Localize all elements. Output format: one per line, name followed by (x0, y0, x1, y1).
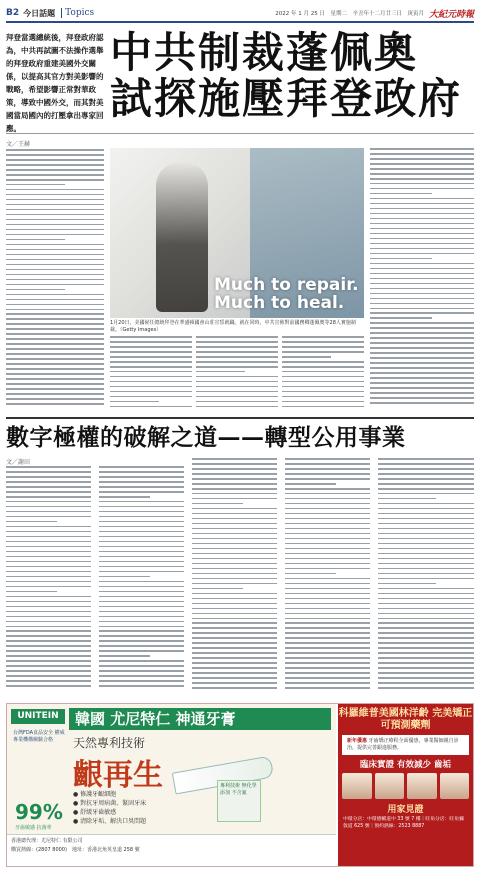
story1-headline-line2: 試探施壓拜登政府 (110, 74, 463, 123)
story1-byline: 文／王赫 (6, 141, 31, 148)
photo-sign-line1: Much to repair. (214, 275, 359, 295)
clinic-ad-band: 臨床實證 有效減少 齒垢 (360, 760, 451, 770)
masthead-logo: 大紀元時報 (428, 9, 474, 20)
page-number: B2 (6, 8, 20, 18)
page-header (6, 5, 474, 23)
list-item: ● 修護牙齦細胞 (73, 791, 117, 798)
photo-sign-line2: Much to heal. (214, 293, 345, 313)
clinic-ad-promo (342, 735, 469, 755)
issue-date: 2022 年 1 月 25 日 星期二 辛丑年十二月廿三日 庚寅月 (275, 11, 424, 17)
section-topics: Topics (65, 8, 95, 18)
story2-headline[interactable]: 數字極權的破解之道——轉型公用事業 (6, 424, 406, 451)
story1-body-column-2 (110, 336, 192, 412)
story2-body-column-3 (192, 458, 277, 696)
efficacy-label: 牙齒敏感 抗菌率 (15, 825, 52, 831)
teeth-photos (342, 773, 469, 799)
teeth-photo (342, 773, 372, 799)
story1-body-column-4 (282, 336, 364, 412)
brand-logo: UNITEIN (11, 709, 65, 724)
clinic-testimonial-heading: 用家見證 (387, 805, 424, 815)
teeth-photo (375, 773, 405, 799)
ad-product-name: 齦再生 (73, 758, 163, 793)
list-item: ● 舒緩牙齒敏感 (73, 809, 117, 816)
list-item: ● 對抗牙周病菌、緊固牙床 (73, 800, 147, 807)
story2-body-column-2 (99, 466, 184, 696)
photo-sign-text (214, 276, 359, 312)
ad-feature-note: 專利技術 無化學添加 不含氟 (217, 780, 261, 822)
promo-label: 新年優惠 (347, 738, 368, 744)
ad-benefits-list (73, 790, 213, 826)
toothpaste-ad[interactable] (7, 704, 336, 866)
clinic-ad-title: 科羅維普美國林洋齡 完美矯正可預測藥劑 (338, 708, 473, 731)
section-title: 今日話題 (23, 8, 56, 18)
story2-body-column-1 (6, 466, 91, 696)
story1-body-column-5 (370, 148, 474, 412)
story2-byline: 文／謝田 (6, 459, 31, 466)
promo-text: 牙齒矯正療程全面優惠，專業醫師親自診治，提供完善跟進服務。 (347, 738, 459, 751)
story1-body-column-3 (196, 336, 278, 412)
dental-clinic-ad[interactable] (338, 704, 473, 866)
story2-body-column-4 (285, 458, 370, 696)
story1-photo[interactable] (110, 148, 364, 318)
advertisement[interactable] (6, 703, 474, 867)
ad-distributor: 香港總代理：尤尼特仁 有限公司 (11, 838, 83, 844)
photo-figure (156, 162, 208, 312)
story1-headline-line1: 中共制裁蓬佩奧 (110, 28, 419, 77)
story1-headline[interactable] (110, 30, 474, 122)
teeth-photo (440, 773, 470, 799)
story1-lede: 拜登當選總統後，拜登政府認為，中共再試圖不法操作選舉的拜登政府重建美國外交關係，以提高其官方對美影響的戰略，希望影響正常對華政策，導致中國外交，而其對美國當局國內的打壓拿出專家回應。 (6, 33, 104, 133)
ad-subtitle: 天然專利技術 (73, 736, 146, 750)
certification-text: 台灣FDA食品安全 權威專業機構檢驗合格 (13, 730, 65, 743)
ad-contact-footer (7, 834, 336, 866)
story1-photo-caption: 1月20日，美國候任總統拜登在華盛頓國會山莊宣誓就職。就在同時，中共宣佈對前國務卿蓬佩奧等28人實施制裁。（Getty Images） (110, 320, 356, 333)
story1-body-column-1 (6, 149, 104, 411)
ad-hotline: 購買熱線：(2807 8000) 地址：香港北角英皇道 258 號 (11, 847, 140, 853)
divider (6, 133, 474, 134)
efficacy-percent: 99% (15, 800, 63, 824)
clinic-address: 中環分店：中環德輔道中 33 號 7 樓｜旺角分店：旺角彌敦道 625 號｜預約熱線：2523 8887 (343, 817, 464, 829)
story2-body-column-5 (378, 458, 474, 696)
teeth-photo (407, 773, 437, 799)
ad-title: 韓國 尤尼特仁 神通牙膏 (69, 708, 331, 730)
divider (61, 8, 62, 18)
divider (6, 417, 474, 419)
list-item: ● 清除牙垢、解決口臭問題 (73, 818, 147, 825)
